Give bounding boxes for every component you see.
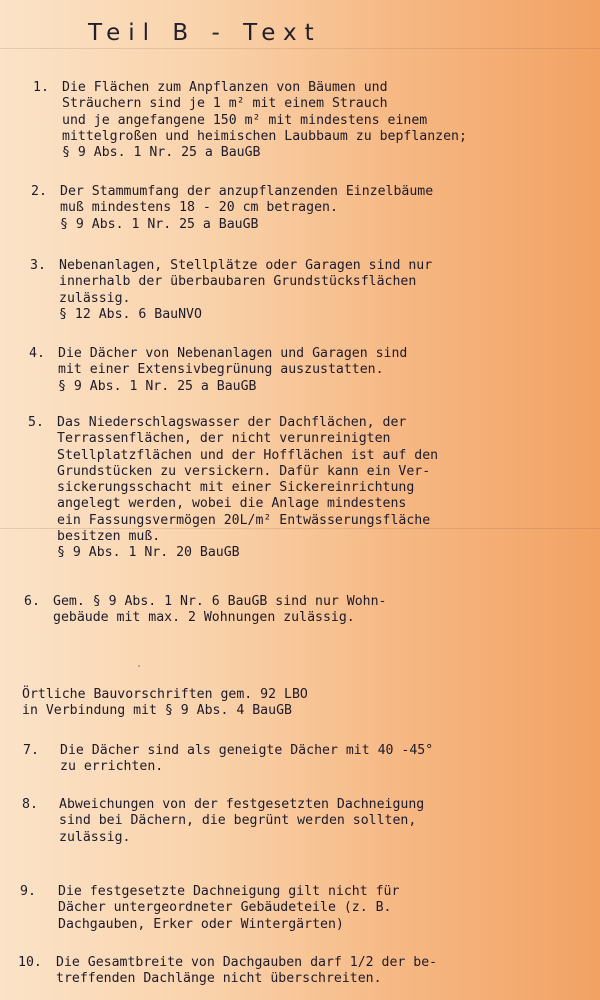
item-line: Die Gesamtbreite von Dachgauben darf 1/2 der be- <box>56 955 438 970</box>
item-number: 3. <box>30 258 46 273</box>
item-line: Die Dächer sind als geneigte Dächer mit 40 -45° <box>60 743 434 758</box>
item-number: 1. <box>33 80 49 95</box>
item-line: Der Stammumfang der anzupflanzenden Einzelbäume <box>60 184 434 199</box>
speck <box>138 665 140 667</box>
item-line: und je angefangene 150 m² mit mindestens einem <box>62 112 428 128</box>
item-line: Abweichungen von der festgesetzten Dachneigung <box>59 797 425 812</box>
item-line: zu errichten. <box>60 759 164 775</box>
item-line: besitzen muß. <box>57 529 161 545</box>
item-line: angelegt werden, wobei die Anlage mindestens <box>57 496 407 512</box>
item-line: Nebenanlagen, Stellplätze oder Garagen sind nur <box>59 258 433 273</box>
list-item-7 <box>23 743 433 776</box>
item-number: 2. <box>31 184 47 199</box>
list-item-2 <box>31 184 433 233</box>
item-line: Das Niederschlagswasser der Dachflächen, der <box>57 415 407 430</box>
item-line: mit einer Extensivbegrünung auszustatten. <box>58 362 384 378</box>
item-line: sickerungsschacht mit einer Sickereinrichtung <box>57 480 415 496</box>
item-number: 9. <box>20 884 36 899</box>
item-line: Die festgesetzte Dachneigung gilt nicht für <box>58 884 400 899</box>
list-item-4 <box>29 346 407 395</box>
section-heading <box>22 687 308 720</box>
item-line: Grundstücken zu versickern. Dafür kann ein Ver- <box>57 463 431 479</box>
item-legal-ref: § 12 Abs. 6 BauNVO <box>59 306 202 322</box>
list-item-8 <box>22 797 424 846</box>
item-legal-ref: § 9 Abs. 1 Nr. 25 a BauGB <box>58 378 257 394</box>
item-number: 5. <box>28 415 44 430</box>
item-number: 8. <box>22 797 38 812</box>
list-item-1 <box>33 80 467 161</box>
item-line: Sträuchern sind je 1 m² mit einem Strauch <box>62 96 388 112</box>
section-heading-line: in Verbindung mit § 9 Abs. 4 BauGB <box>22 703 292 719</box>
item-number: 4. <box>29 346 45 361</box>
item-number: 6. <box>24 594 40 609</box>
item-line: ein Fassungsvermögen 20L/m² Entwässerungsfläche <box>57 512 431 528</box>
item-line: gebäude mit max. 2 Wohnungen zulässig. <box>53 610 355 626</box>
item-line: Terrassenflächen, der nicht verunreinigten <box>57 431 391 447</box>
item-line: treffenden Dachlänge nicht überschreiten. <box>56 971 382 987</box>
item-legal-ref: § 9 Abs. 1 Nr. 20 BauGB <box>57 545 240 561</box>
item-line: Stellplatzflächen und der Hofflächen ist auf den <box>57 447 439 463</box>
item-line: Die Flächen zum Anpflanzen von Bäumen und <box>62 80 388 95</box>
list-item-9 <box>20 884 399 933</box>
page-title: Teil B - Text <box>88 20 322 46</box>
list-item-6 <box>24 594 386 627</box>
item-legal-ref: § 9 Abs. 1 Nr. 25 a BauGB <box>62 145 261 161</box>
list-item-3 <box>30 258 432 323</box>
item-number: 10. <box>18 955 42 970</box>
item-number: 7. <box>23 743 39 758</box>
item-line: innerhalb der überbaubaren Grundstücksflächen <box>59 274 417 290</box>
list-item-10 <box>18 955 437 988</box>
section-heading-line: Örtliche Bauvorschriften gem. 92 LBO <box>22 687 308 702</box>
list-item-5 <box>28 415 438 562</box>
item-line: Dächer untergeordneter Gebäudeteile (z. B. <box>58 900 392 916</box>
item-legal-ref: § 9 Abs. 1 Nr. 25 a BauGB <box>60 216 259 232</box>
item-line: mittelgroßen und heimischen Laubbaum zu bepflanzen; <box>62 128 467 144</box>
item-line: Dachgauben, Erker oder Wintergärten) <box>58 916 344 932</box>
item-line: sind bei Dächern, die begrünt werden sollten, <box>59 813 417 829</box>
item-line: zulässig. <box>59 829 131 845</box>
item-line: Gem. § 9 Abs. 1 Nr. 6 BauGB sind nur Wohn- <box>53 594 387 609</box>
item-line: muß mindestens 18 - 20 cm betragen. <box>60 200 338 216</box>
item-line: zulässig. <box>59 290 131 306</box>
item-line: Die Dächer von Nebenanlagen und Garagen sind <box>58 346 408 361</box>
fold-line <box>0 48 600 49</box>
